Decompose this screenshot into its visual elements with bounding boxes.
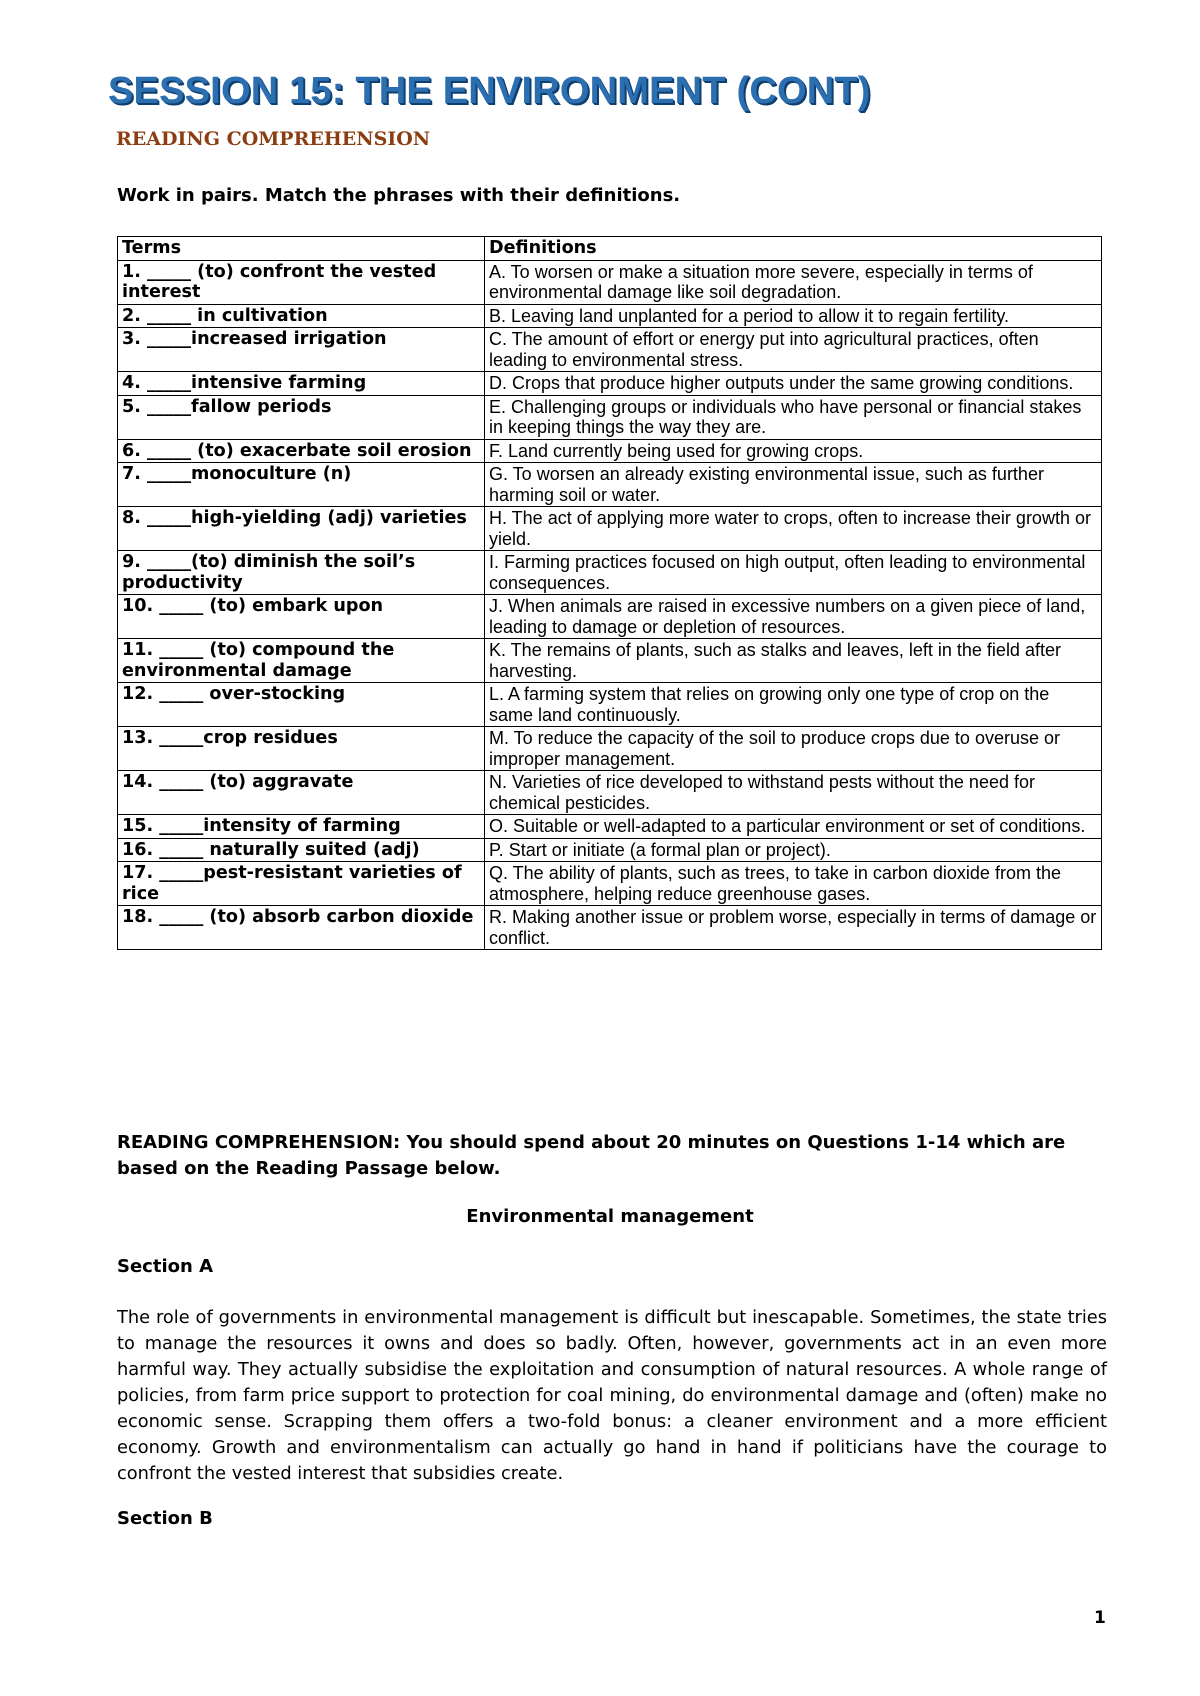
term-cell: 16. _____ naturally suited (adj) (118, 838, 485, 862)
term-cell: 6. _____ (to) exacerbate soil erosion (118, 439, 485, 463)
table-row (118, 639, 1102, 683)
table-row (118, 260, 1102, 304)
definition-cell: E. Challenging groups or individuals who have personal or financial stakes in keeping things the way they are. (485, 395, 1102, 439)
table-row (118, 771, 1102, 815)
table-row (118, 328, 1102, 372)
table-row (118, 595, 1102, 639)
definitions-column-header: Definitions (485, 237, 1102, 261)
table-row (118, 372, 1102, 396)
table-row (118, 507, 1102, 551)
term-cell: 3. _____increased irrigation (118, 328, 485, 372)
term-cell: 5. _____fallow periods (118, 395, 485, 439)
terms-column-header: Terms (118, 237, 485, 261)
definition-cell: Q. The ability of plants, such as trees, to take in carbon dioxide from the atmosphere, helping reduce greenhouse gases. (485, 862, 1102, 906)
section-subtitle: READING COMPREHENSION (116, 128, 431, 150)
page-number: 1 (1094, 1608, 1106, 1628)
definition-cell: O. Suitable or well-adapted to a particular environment or set of conditions. (485, 815, 1102, 839)
table-row (118, 815, 1102, 839)
definition-cell: A. To worsen or make a situation more severe, especially in terms of environmental damage like soil degradation. (485, 260, 1102, 304)
term-cell: 4. _____intensive farming (118, 372, 485, 396)
definition-cell: J. When animals are raised in excessive numbers on a given piece of land, leading to damage or depletion of resources. (485, 595, 1102, 639)
table-row (118, 906, 1102, 950)
passage-title: Environmental management (466, 1206, 754, 1227)
term-cell: 1. _____ (to) confront the vested interest (118, 260, 485, 304)
table-row (118, 395, 1102, 439)
page-title: SESSION 15: THE ENVIRONMENT (CONT) (108, 70, 871, 112)
term-cell: 10. _____ (to) embark upon (118, 595, 485, 639)
term-cell: 8. _____high-yielding (adj) varieties (118, 507, 485, 551)
table-row (118, 838, 1102, 862)
definition-cell: L. A farming system that relies on growing only one type of crop on the same land continuously. (485, 683, 1102, 727)
definition-cell: M. To reduce the capacity of the soil to produce crops due to overuse or improper management. (485, 727, 1102, 771)
table-header-row (118, 237, 1102, 261)
table-row (118, 683, 1102, 727)
table-row (118, 304, 1102, 328)
term-cell: 9. _____(to) diminish the soil’s productivity (118, 551, 485, 595)
section-b-heading: Section B (117, 1508, 213, 1529)
section-a-paragraph: The role of governments in environmental management is difficult but inescapable. Sometimes, the state tries to manage the resources it owns and does so badly. Often, however, governments act in an even more harmful way. They actually subsidise the exploitation and consumption of natural resources. A whole range of policies, from farm price support to protection for coal mining, do environmental damage and (often) make no economic sense. Scrapping them offers a two-fold bonus: a cleaner environment and a more efficient economy. Growth and environmentalism can actually go hand in hand if politicians have the courage to confront the vested interest that subsidies create. (117, 1307, 1107, 1484)
term-cell: 7. _____monoculture (n) (118, 463, 485, 507)
term-cell: 17. _____pest-resistant varieties of rice (118, 862, 485, 906)
exercise-instruction: Work in pairs. Match the phrases with their definitions. (117, 185, 681, 206)
term-cell: 11. _____ (to) compound the environmental damage (118, 639, 485, 683)
term-cell: 12. _____ over-stocking (118, 683, 485, 727)
table-row (118, 551, 1102, 595)
matching-table (117, 236, 1102, 950)
definition-cell: F. Land currently being used for growing crops. (485, 439, 1102, 463)
definition-cell: I. Farming practices focused on high output, often leading to environmental consequences. (485, 551, 1102, 595)
definition-cell: K. The remains of plants, such as stalks and leaves, left in the field after harvesting. (485, 639, 1102, 683)
definition-cell: C. The amount of effort or energy put into agricultural practices, often leading to environmental stress. (485, 328, 1102, 372)
definition-cell: G. To worsen an already existing environmental issue, such as further harming soil or water. (485, 463, 1102, 507)
definition-cell: D. Crops that produce higher outputs under the same growing conditions. (485, 372, 1102, 396)
section-a-heading: Section A (117, 1256, 213, 1277)
definition-cell: B. Leaving land unplanted for a period to allow it to regain fertility. (485, 304, 1102, 328)
term-cell: 13. _____crop residues (118, 727, 485, 771)
definition-cell: N. Varieties of rice developed to withstand pests without the need for chemical pesticides. (485, 771, 1102, 815)
term-cell: 2. _____ in cultivation (118, 304, 485, 328)
definition-cell: P. Start or initiate (a formal plan or project). (485, 838, 1102, 862)
definition-cell: R. Making another issue or problem worse, especially in terms of damage or conflict. (485, 906, 1102, 950)
table-row (118, 463, 1102, 507)
term-cell: 14. _____ (to) aggravate (118, 771, 485, 815)
term-cell: 18. _____ (to) absorb carbon dioxide (118, 906, 485, 950)
definition-cell: H. The act of applying more water to crops, often to increase their growth or yield. (485, 507, 1102, 551)
table-row (118, 727, 1102, 771)
table-row (118, 439, 1102, 463)
reading-instructions: READING COMPREHENSION: You should spend about 20 minutes on Questions 1-14 which are based on the Reading Passage below. (117, 1132, 1066, 1179)
term-cell: 15. _____intensity of farming (118, 815, 485, 839)
table-row (118, 862, 1102, 906)
